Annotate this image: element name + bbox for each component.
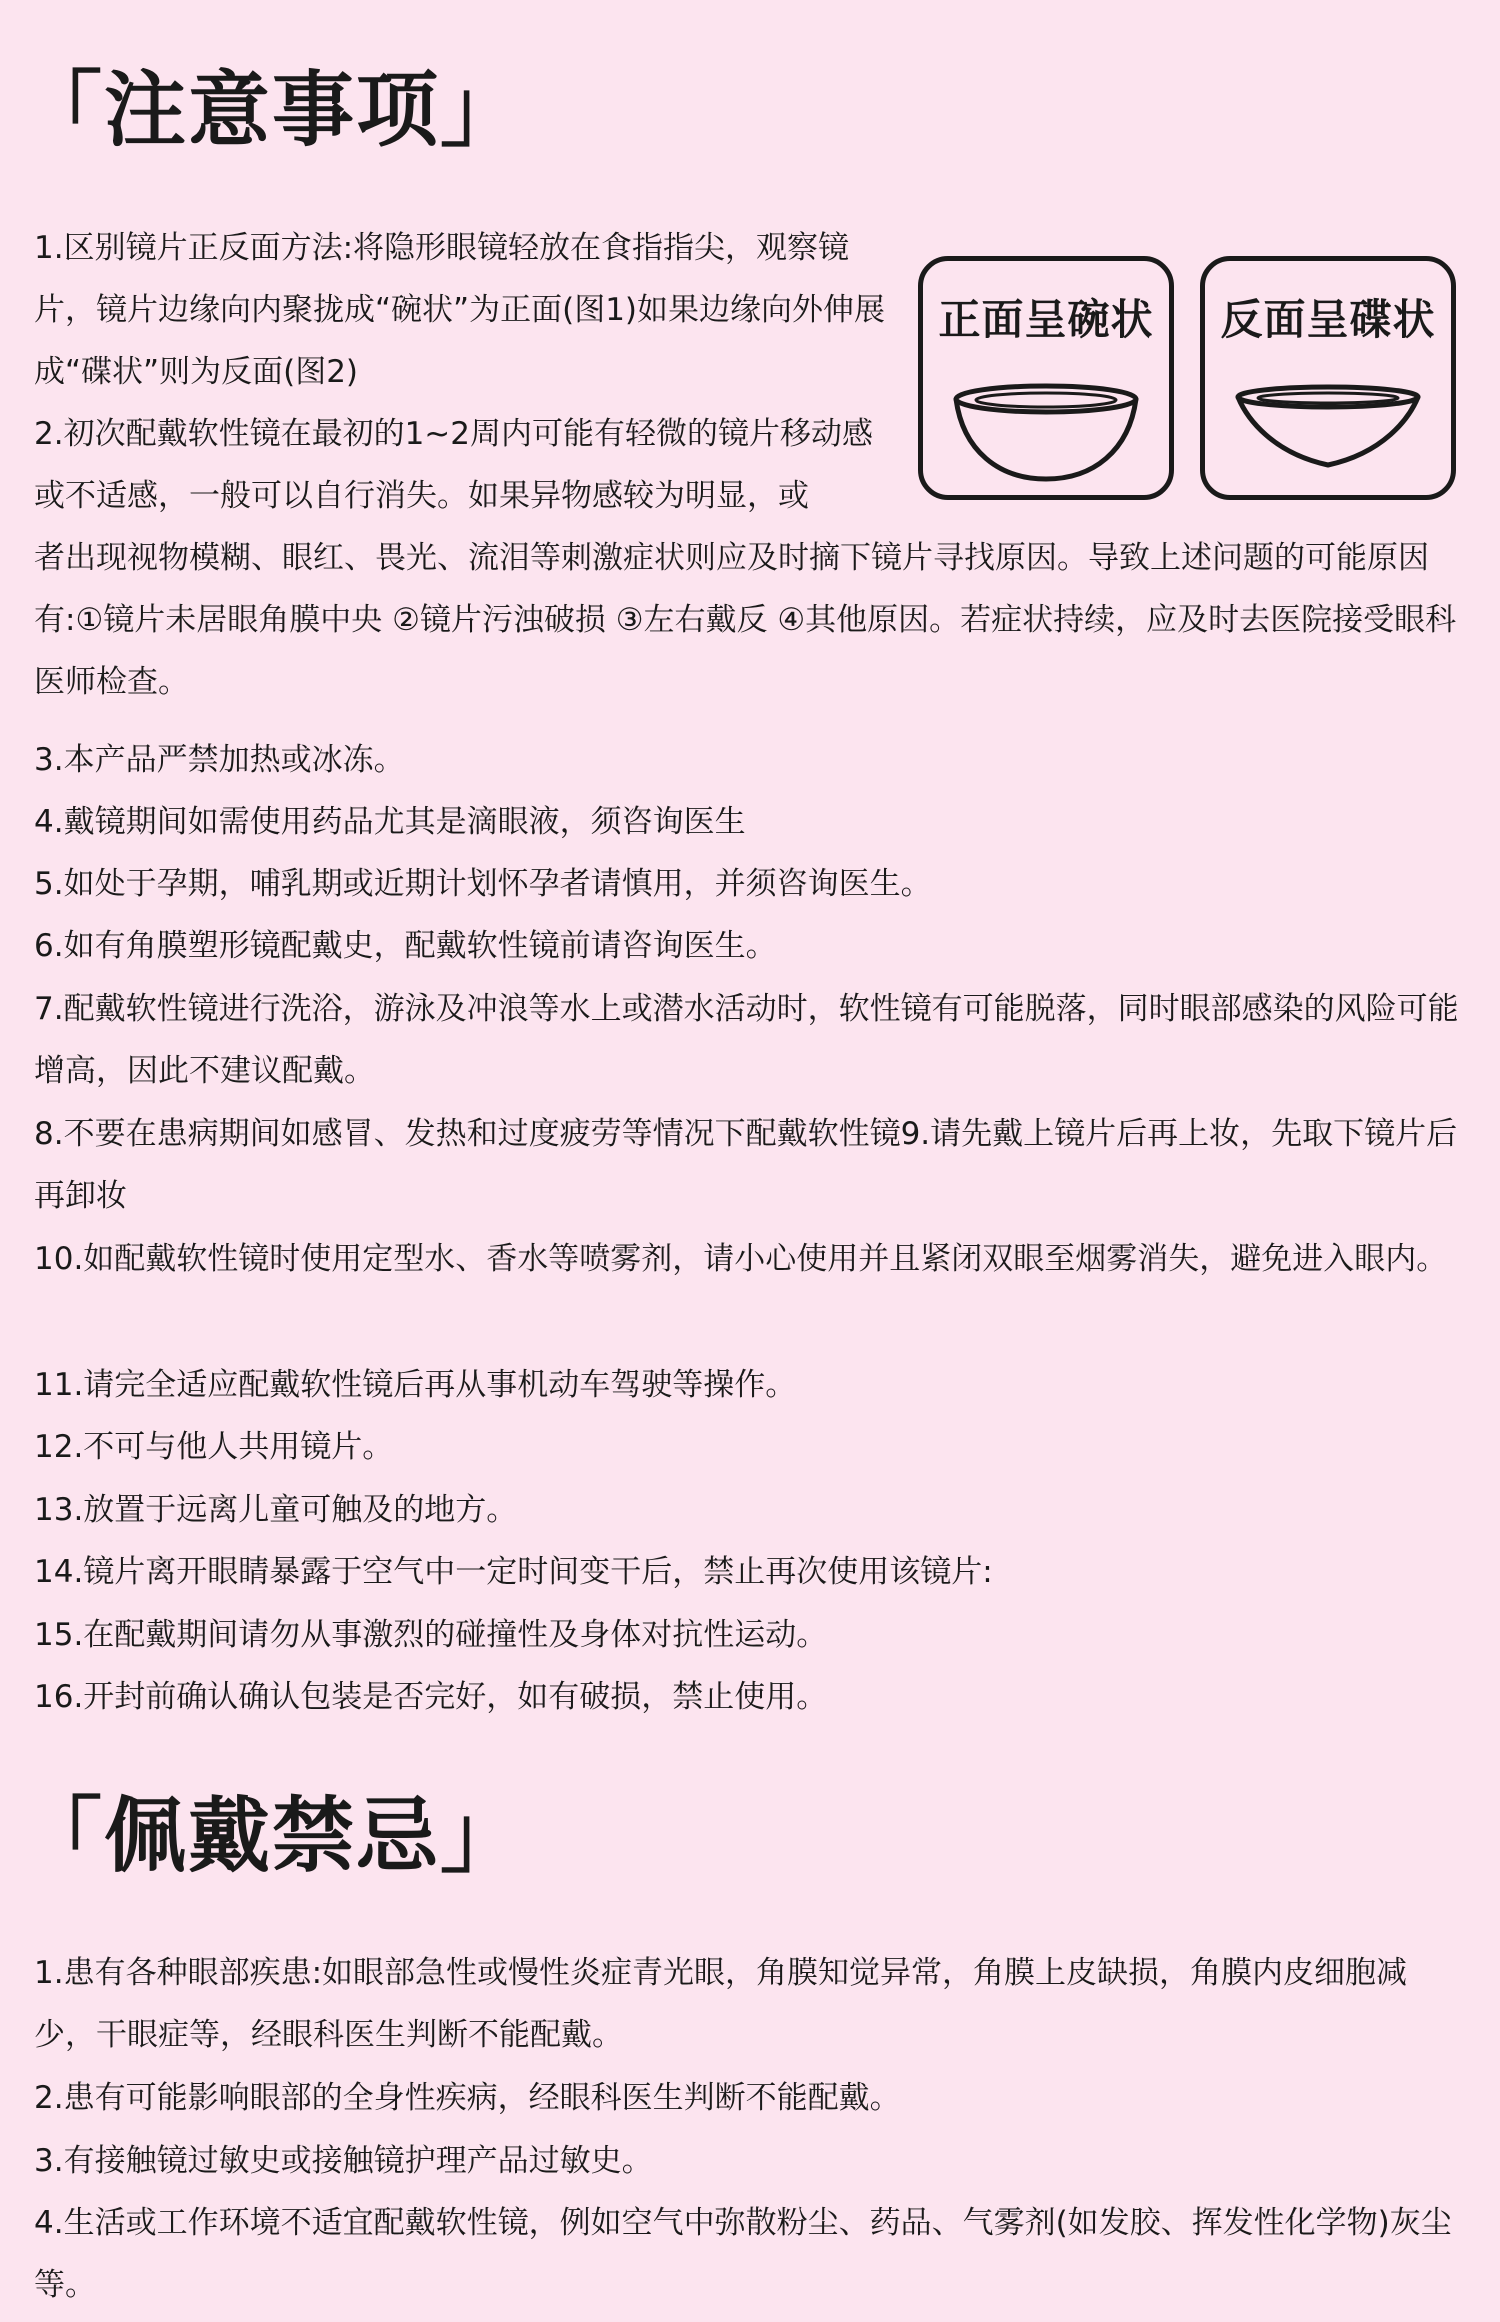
contra-item-3: 3.有接触镜过敏史或接触镜护理产品过敏史。 xyxy=(34,2143,653,2179)
notes-item-15: 15.在配戴期间请勿从事激烈的碰撞性及身体对抗性运动。 xyxy=(34,1617,828,1653)
notes-item-10: 10.如配戴软性镜时使用定型水、香水等喷雾剂，请小心使用并且紧闭双眼至烟雾消失，避免进入眼内。 xyxy=(34,1241,1448,1277)
figure-back-label: 反面呈碟状 xyxy=(1220,295,1436,344)
contra-heading: 「佩戴禁忌」 xyxy=(20,1789,525,1884)
notes-item-2-part1: 2.初次配戴软性镜在最初的1~2周内可能有轻微的镜片移动感或不适感，一般可以自行消失。如果异物感较为明显，或 xyxy=(34,416,873,514)
notes-item-4: 4.戴镜期间如需使用药品尤其是滴眼液，须咨询医生 xyxy=(34,804,746,840)
notes-item-8: 8.不要在患病期间如感冒、发热和过度疲劳等情况下配戴软性镜9.请先戴上镜片后再上妆，先取下镜片后再卸妆 xyxy=(34,1116,1458,1214)
notes-item-5: 5.如处于孕期，哺乳期或近期计划怀孕者请慎用，并须咨询医生。 xyxy=(34,866,932,902)
notes-item-13: 13.放置于远离儿童可触及的地方。 xyxy=(34,1492,518,1528)
notes-item-6: 6.如有角膜塑形镜配戴史，配戴软性镜前请咨询医生。 xyxy=(34,928,777,964)
notes-item-3: 3.本产品严禁加热或冰冻。 xyxy=(34,742,405,778)
notes-heading: 「注意事项」 xyxy=(20,63,525,158)
figure-back-dish xyxy=(1200,256,1456,500)
contra-item-2: 2.患有可能影响眼部的全身性疾病，经眼科医生判断不能配戴。 xyxy=(34,2080,901,2116)
bowl-icon xyxy=(951,381,1141,485)
contra-item-1: 1.患有各种眼部疾患:如眼部急性或慢性炎症青光眼，角膜知觉异常，角膜上皮缺损，角膜内皮细胞减少，干眼症等，经眼科医生判断不能配戴。 xyxy=(34,1955,1408,2053)
figure-front-label: 正面呈碗状 xyxy=(938,295,1154,344)
notes-item-16: 16.开封前确认确认包装是否完好，如有破损，禁止使用。 xyxy=(34,1679,828,1715)
notes-item-11: 11.请完全适应配戴软性镜后再从事机动车驾驶等操作。 xyxy=(34,1367,797,1403)
figure-front-bowl xyxy=(918,256,1174,500)
dish-icon xyxy=(1233,381,1423,485)
notes-item-7: 7.配戴软性镜进行洗浴，游泳及冲浪等水上或潜水活动时，软性镜有可能脱落，同时眼部感染的风险可能增高，因此不建议配戴。 xyxy=(34,991,1459,1089)
contra-item-4: 4.生活或工作环境不适宜配戴软性镜，例如空气中弥散粉尘、药品、气雾剂(如发胶、挥发性化学物)灰尘等。 xyxy=(34,2205,1452,2303)
notes-item-1: 1.区别镜片正反面方法:将隐形眼镜轻放在食指指尖，观察镜片，镜片边缘向内聚拢成“碗状”为正面(图1)如果边缘向外伸展成“碟状”则为反面(图2) xyxy=(34,230,886,390)
notes-item-12: 12.不可与他人共用镜片。 xyxy=(34,1429,394,1465)
notes-item-14: 14.镜片离开眼睛暴露于空气中一定时间变干后，禁止再次使用该镜片: xyxy=(34,1554,993,1590)
notes-item-2-part2: 者出现视物模糊、眼红、畏光、流泪等刺激症状则应及时摘下镜片寻找原因。导致上述问题的可能原因有:①镜片未居眼角膜中央 ②镜片污浊破损 ③左右戴反 ④其他原因。若症状持续，应及时去医院接受眼科医师检查。 xyxy=(34,540,1457,700)
